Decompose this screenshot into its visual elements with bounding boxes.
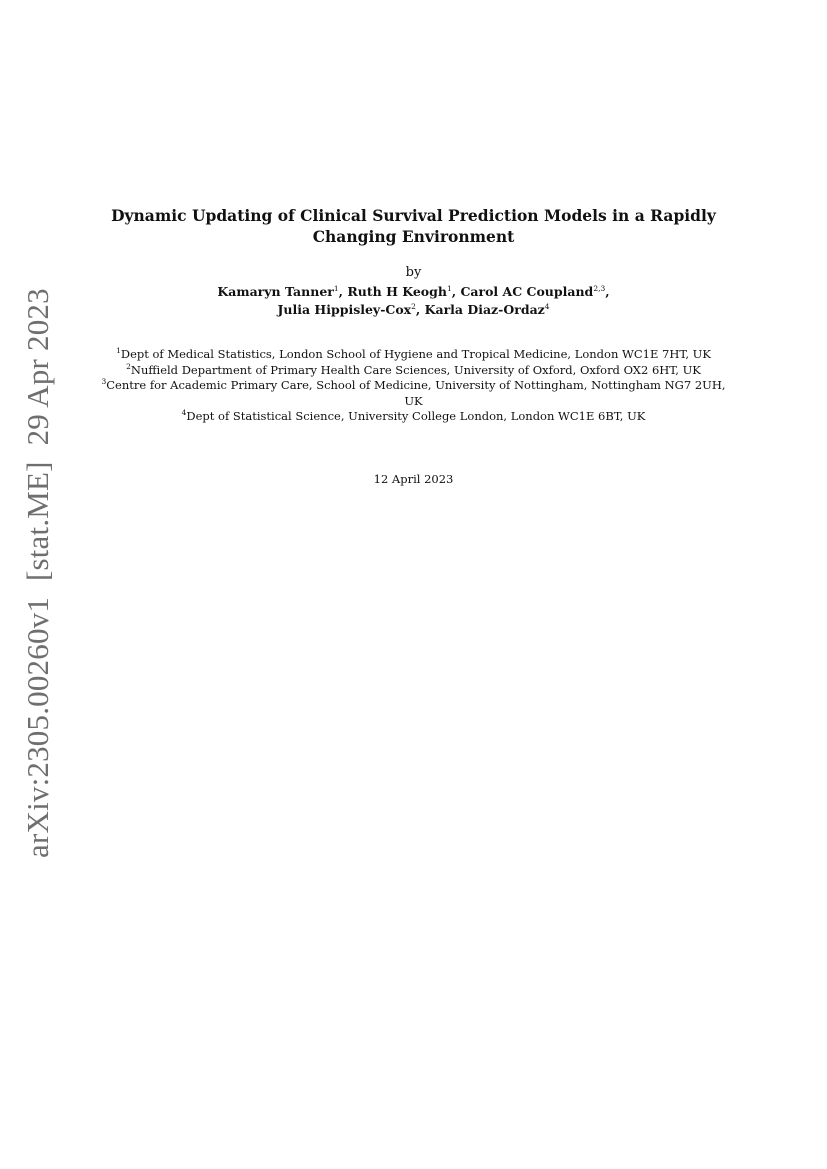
author-affil-ref: 2,3	[593, 284, 606, 293]
publication-date: 12 April 2023	[373, 472, 454, 486]
affiliation-text: Centre for Academic Primary Care, School of Medicine, University of Nottingham, Nottingham NG7 2UH, UK	[106, 378, 726, 408]
author-name: Julia Hippisley-Cox	[277, 302, 412, 317]
author-affil-ref: 1	[446, 284, 452, 293]
affiliation	[100, 409, 727, 425]
affiliation-list	[100, 347, 727, 425]
author-name: Kamaryn Tanner	[217, 284, 334, 299]
affiliation-number: 1	[116, 346, 121, 355]
by-line: by	[405, 265, 422, 280]
affiliation-number: 3	[101, 377, 107, 386]
author-list	[100, 283, 727, 319]
arxiv-watermark: arXiv:2305.00260v1 [stat.ME] 29 Apr 2023	[20, 288, 55, 858]
affiliation-text: Dept of Statistical Science, University College London, London WC1E 6BT, UK	[186, 409, 646, 423]
title-line-2: Changing Environment	[312, 227, 515, 246]
affiliation	[100, 363, 727, 379]
author-line-1: Kamaryn Tanner$^1$, Ruth H Keogh$^1$, Carol AC Coupland$^{2,3}$,	[217, 284, 610, 299]
affiliation-text: Dept of Medical Statistics, London School of Hygiene and Tropical Medicine, London WC1E 7HT, UK	[120, 347, 711, 361]
author-affil-ref: 2	[411, 302, 416, 311]
affiliation	[100, 378, 727, 409]
affiliation	[100, 347, 727, 363]
author-name: Karla Diaz-Ordaz	[424, 302, 545, 317]
paper-title	[100, 205, 727, 247]
title-line-1: Dynamic Updating of Clinical Survival Prediction Models in a Rapidly	[111, 206, 716, 225]
affiliation-number: 4	[181, 408, 187, 417]
author-affil-ref: 1	[333, 284, 339, 293]
affiliation-text: Nuffield Department of Primary Health Care Sciences, University of Oxford, Oxford OX2 6HT, UK	[130, 362, 701, 377]
author-affil-ref: 4	[544, 302, 550, 311]
author-line-2: Julia Hippisley-Cox$^2$, Karla Diaz-Ordaz$^4$	[277, 302, 550, 317]
author-name: Ruth H Keogh	[347, 284, 447, 299]
author-name: Carol AC Coupland	[460, 284, 594, 299]
affiliation-number: 2	[126, 361, 131, 371]
